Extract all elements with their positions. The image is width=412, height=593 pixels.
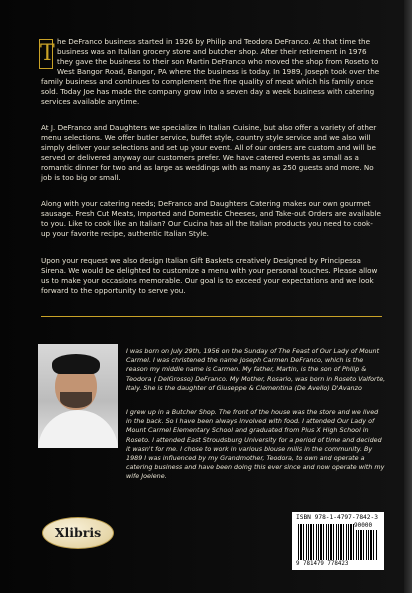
spine-edge: [404, 0, 412, 593]
author-bio-paragraph-1: I was born on July 29th, 1956 on the Sunday of The Feast of Our Lady of Mount Carmel. I was christened the name Joseph Carmen DeFranco, which is the reason my middle name is Carmen. My father, Martin, is the son of Philip & Teodora ( DelGrosso) DeFranco. My Mother, Rosario, was born in Roseto Valforte, Italy. She is the daughter of Giuseppe & Clementina (De Avello) D'Avanzo: [126, 347, 386, 392]
description-paragraph-3: Along with your catering needs; DeFranco and Daughters Catering makes our own gourmet sausage. Fresh Cut Meats, Imported and Domestic Cheeses, and Take-out Orders are available to you. Like to cook like an Italian? Our Cucina has all the Italian products you need to cook-up your favorite recipe, authentic Italian Style.: [41, 199, 381, 238]
author-photo: [38, 344, 118, 448]
barcode-addon: 90000: [354, 522, 380, 530]
barcode-number: 9 781479 778423: [296, 561, 349, 567]
author-photo-cap: [52, 354, 100, 374]
author-photo-beard: [60, 392, 92, 408]
author-bio-paragraph-2: I grew up in a Butcher Shop. The front of the house was the store and we lived in the back. So I have been always involved with food. I attended Our Lady of Mount Carmel Elementary School and graduated from Pius X High School in Roseto. I attended East Stroudsburg University for a period of time and decided it wasn't for me. I chose to work in various blouse mills in the community. By 1989 I was influenced by my Grandmother, Teodora, to own and operate a catering business and have been doing this ever since and now operate with my wife Joelene.: [126, 408, 385, 481]
drop-cap: T: [39, 39, 53, 69]
description-paragraph-4: Upon your request we also design Italian Gift Baskets creatively Designed by Principessa Sirena. We would be delighted to customize a menu with your personal touches. Please allow us to make your occasions memorable. Our goal is to exceed your expectations and we look forward to the opportunity to serve you.: [41, 256, 378, 295]
author-photo-shirt: [38, 410, 118, 448]
description-paragraph-1: [41, 37, 381, 107]
paragraph-1-text: he DeFranco business started in 1926 by Philip and Teodora DeFranco. At that time the business was an Italian grocery store and butcher shop. After their retirement in 1976 they gave the business to their son Martin DeFranco who moved the shop from Roseto to West Bangor Road, Bangor, PA where the business is today. In 1989, Joseph took over the family business and continues to complement the fine quality of meat which his family once sold. Today Joe has made the company grow into a seven day a week business with catering services available anytime.: [41, 37, 380, 106]
xlibris-logo: [42, 517, 114, 549]
isbn-barcode: [292, 512, 384, 570]
publisher-logo-text: Xlibris: [54, 525, 102, 540]
description-paragraph-2: At J. DeFranco and Daughters we specialize in Italian Cuisine, but also offer a variety of other menu selections. We offer butler service, buffet style, country style service and we also will simply deliver your selections and set up your event. All of our orders are custom and will be served or delivered anyway our customers prefer. We have catered events as small as a romantic dinner for two and as large as weddings with as many as 250 guests and more. No job is too big or small.: [41, 123, 377, 182]
isbn-label: ISBN 978-1-4797-7842-3: [296, 514, 378, 521]
gold-divider-rule: [41, 316, 382, 317]
